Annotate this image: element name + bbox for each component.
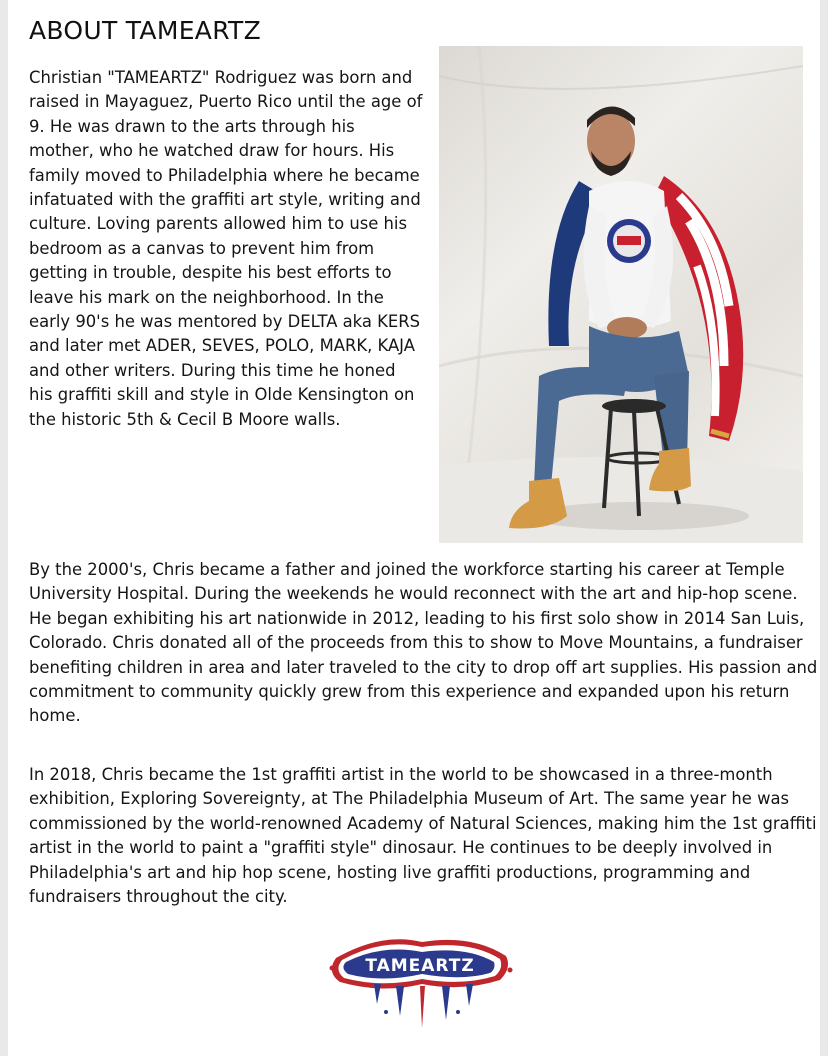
artist-photo: [439, 46, 803, 543]
tameartz-logo: [322, 928, 518, 1040]
page-title: ABOUT TAMEARTZ: [29, 16, 262, 45]
about-page: [8, 0, 820, 1056]
bio-paragraph-2: By the 2000's, Chris became a father and joined the workforce starting his career at Temple University Hospital. During the weekends he would reconnect with the art and hip-hop scene. He began exhibiting his art nationwide in 2012, leading to his first solo show in 2014 San Luis, Colorado. Chris donated all of the proceeds from this to show to Move Mountains, a fundraiser benefiting children in area and later traveled to the city to drop off art supplies. His passion and commitment to community quickly grew from this experience and expanded upon his return home.: [29, 560, 818, 726]
bio-paragraph-1: Christian "TAMEARTZ" Rodriguez was born and raised in Mayaguez, Puerto Rico until the age of 9. He was drawn to the arts through his mother, who he watched draw for hours. His family moved to Philadelphia where he became infatuated with the graffiti art style, writing and culture. Loving parents allowed him to use his bedroom as a canvas to prevent him from getting in trouble, despite his best efforts to leave his mark on the neighborhood. In the early 90's he was mentored by DELTA aka KERS and later met ADER, SEVES, POLO, MARK, KAJA and other writers. During this time he honed his graffiti skill and style in Olde Kensington on the historic 5th & Cecil B Moore walls.: [29, 68, 423, 429]
artist-photo-illustration: [439, 46, 803, 543]
logo-text: TAMEARTZ: [365, 956, 475, 976]
bio-paragraph-3: In 2018, Chris became the 1st graffiti artist in the world to be showcased in a three-month exhibition, Exploring Sovereignty, at The Philadelphia Museum of Art. The same year he was commissioned by the world-renowned Academy of Natural Sciences, making him the 1st graffiti artist in the world to paint a "graffiti style" dinosaur. He continues to be deeply involved in Philadelphia's art and hip hop scene, hosting live graffiti productions, programming and fundraisers throughout the city.: [29, 765, 817, 907]
